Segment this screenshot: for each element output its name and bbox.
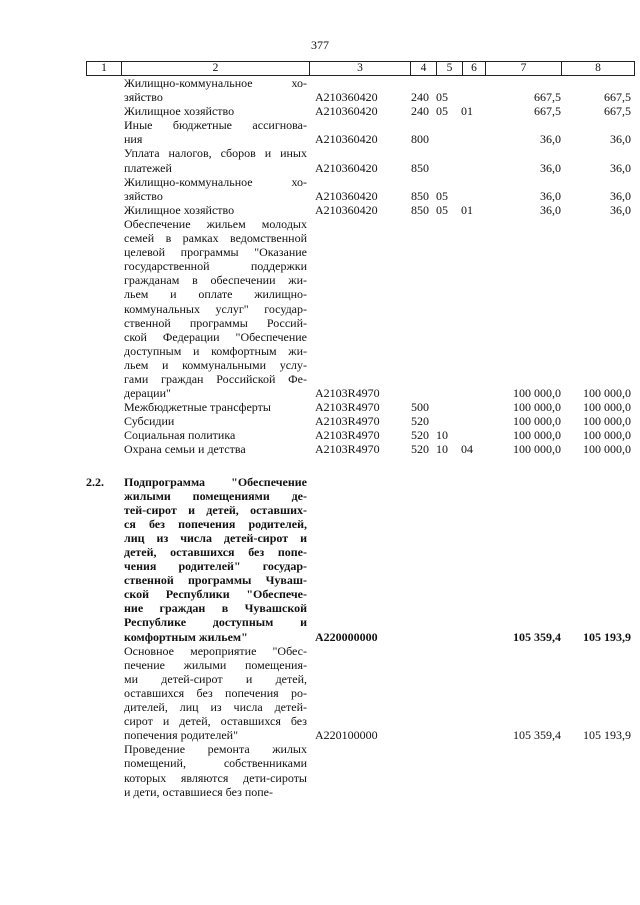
row-description xyxy=(120,104,307,118)
column-header-7: 7 xyxy=(486,62,562,76)
description-line: Межбюджетные трансферты xyxy=(124,400,271,415)
description-line: ской Республики "Обеспече- xyxy=(124,587,307,602)
amount-year-2: 667,5 xyxy=(604,104,631,119)
description-line: Жилищное хозяйство xyxy=(124,202,235,217)
column-header-3: 3 xyxy=(310,62,411,76)
description-line: дителей, лиц из числа детей- xyxy=(124,700,307,715)
target-code: А210360420 xyxy=(315,104,378,119)
row-description xyxy=(120,175,307,203)
amount-year-1: 105 359,4 xyxy=(513,728,561,743)
amount-year-1: 36,0 xyxy=(540,132,561,147)
description-line: Социальная политика xyxy=(124,428,236,443)
amount-year-2: 100 000,0 xyxy=(583,400,631,415)
description-line: ми детей-сирот и детей, xyxy=(124,671,307,686)
description-line: зяйство xyxy=(124,90,163,105)
amount-year-2: 100 000,0 xyxy=(583,442,631,457)
table-row xyxy=(86,76,631,105)
description-line: попечения родителей" xyxy=(124,728,238,743)
section-code: 10 xyxy=(436,428,448,443)
description-line: Жилищно-коммунальное хо- xyxy=(124,76,307,90)
target-code: А220000000 xyxy=(315,629,378,644)
expense-type: 850 xyxy=(411,160,429,175)
amount-year-1: 100 000,0 xyxy=(513,400,561,415)
description-line: Субсидии xyxy=(124,414,175,429)
amount-year-2: 36,0 xyxy=(610,188,631,203)
description-line: Жилищное хозяйство xyxy=(124,104,235,119)
table-row xyxy=(86,146,631,175)
amount-year-2: 100 000,0 xyxy=(583,386,631,401)
description-line: гражданам в обеспечении жи- xyxy=(124,273,307,288)
description-line: коммунальных услуг" государ- xyxy=(124,301,307,316)
description-line: тей-сирот и детей, оставших- xyxy=(124,502,307,517)
target-code: А2103R4970 xyxy=(315,414,380,429)
subsection-code: 01 xyxy=(461,104,473,119)
row-description xyxy=(120,76,307,104)
table-row xyxy=(86,742,616,798)
row-description xyxy=(120,428,307,442)
row-description xyxy=(120,644,307,743)
description-line: государственной поддержки xyxy=(124,259,307,274)
description-line: Жилищно-коммунальное хо- xyxy=(124,174,307,189)
description-line: детей, оставшихся без попе- xyxy=(124,545,307,559)
section-code: 05 xyxy=(436,104,448,119)
section-code: 05 xyxy=(436,90,448,105)
target-code: А2103R4970 xyxy=(315,428,380,443)
table-row xyxy=(86,202,631,217)
description-line: Уплата налогов, сборов и иных xyxy=(124,146,307,161)
description-line: ской Федерации "Обеспечение xyxy=(124,329,307,344)
row-description xyxy=(120,742,307,798)
amount-year-2: 36,0 xyxy=(610,160,631,175)
amount-year-2: 100 000,0 xyxy=(583,414,631,429)
amount-year-1: 100 000,0 xyxy=(513,386,561,401)
section-code: 10 xyxy=(436,442,448,457)
description-line: печение жилыми помещения- xyxy=(124,657,307,672)
amount-year-2: 105 193,9 xyxy=(583,629,631,644)
description-line: которых являются дети-сироты xyxy=(124,770,307,785)
description-line: Республике доступным и xyxy=(124,615,307,630)
description-line: Охрана семьи и детства xyxy=(124,442,246,457)
description-line: зяйство xyxy=(124,188,163,203)
expense-type: 850 xyxy=(411,202,429,217)
subsection-code: 04 xyxy=(461,442,473,457)
amount-year-2: 36,0 xyxy=(610,132,631,147)
expense-type: 800 xyxy=(411,132,429,147)
description-line: семей в рамках ведомственной xyxy=(124,231,307,246)
description-line: дерации" xyxy=(124,386,171,401)
expense-type: 850 xyxy=(411,188,429,203)
amount-year-2: 100 000,0 xyxy=(583,428,631,443)
description-line: лиц из числа детей-сирот и xyxy=(124,530,307,545)
description-line: ние граждан в Чувашской xyxy=(124,601,307,616)
row-number: 2.2. xyxy=(86,474,104,489)
section-code: 05 xyxy=(436,188,448,203)
target-code: А2103R4970 xyxy=(315,442,380,457)
subsection-code: 01 xyxy=(461,202,473,217)
table-row xyxy=(86,216,631,401)
table-row xyxy=(86,174,631,203)
description-line: чения родителей" государ- xyxy=(124,559,307,574)
description-line: гами граждан Российской Фе- xyxy=(124,371,307,386)
target-code: А220100000 xyxy=(315,728,378,743)
column-header-table xyxy=(86,61,635,76)
description-line: Основное мероприятие "Обес- xyxy=(124,643,307,658)
column-header-5: 5 xyxy=(437,62,463,76)
amount-year-1: 100 000,0 xyxy=(513,428,561,443)
description-line: платежей xyxy=(124,160,172,175)
column-header-2: 2 xyxy=(122,62,310,76)
column-header-4: 4 xyxy=(411,62,437,76)
amount-year-1: 36,0 xyxy=(540,160,561,175)
row-description xyxy=(120,217,307,400)
amount-year-2: 667,5 xyxy=(604,90,631,105)
description-line: ния xyxy=(124,132,143,147)
target-code: А210360420 xyxy=(315,188,378,203)
description-line: ственной программы Чуваш- xyxy=(124,573,307,588)
table-row xyxy=(86,643,631,743)
table-row xyxy=(86,474,631,644)
target-code: А210360420 xyxy=(315,160,378,175)
table-row xyxy=(86,414,631,429)
amount-year-1: 100 000,0 xyxy=(513,414,561,429)
amount-year-1: 36,0 xyxy=(540,202,561,217)
description-line: комфортным жильем" xyxy=(124,629,248,644)
table-row xyxy=(86,442,631,457)
column-header-6: 6 xyxy=(463,62,486,76)
row-description xyxy=(120,475,307,644)
amount-year-2: 36,0 xyxy=(610,202,631,217)
description-line: сирот и детей, оставшихся без xyxy=(124,714,307,729)
description-line: Проведение ремонта жилых xyxy=(124,742,307,757)
column-header-8: 8 xyxy=(562,62,635,76)
table-row xyxy=(86,400,631,415)
description-line: помещений, собственниками xyxy=(124,756,307,771)
budget-table-body xyxy=(86,76,631,799)
column-header-1: 1 xyxy=(87,62,122,76)
row-description xyxy=(120,118,307,146)
row-description xyxy=(120,146,307,174)
description-line: Обеспечение жильем молодых xyxy=(124,216,307,231)
target-code: А2103R4970 xyxy=(315,400,380,415)
target-code: А2103R4970 xyxy=(315,386,380,401)
amount-year-1: 105 359,4 xyxy=(513,629,561,644)
amount-year-1: 36,0 xyxy=(540,188,561,203)
description-line: льем и оплате жилищно- xyxy=(124,287,307,302)
row-description xyxy=(120,414,307,428)
description-line: доступным и комфортным жи- xyxy=(124,343,307,358)
description-line: ственной программы Россий- xyxy=(124,315,307,330)
row-description xyxy=(120,400,307,414)
section-code: 05 xyxy=(436,202,448,217)
description-line: Иные бюджетные ассигнова- xyxy=(124,118,307,133)
expense-type: 520 xyxy=(411,414,429,429)
row-description xyxy=(120,442,307,456)
expense-type: 240 xyxy=(411,90,429,105)
amount-year-1: 667,5 xyxy=(534,90,561,105)
expense-type: 240 xyxy=(411,104,429,119)
table-row xyxy=(86,118,631,147)
description-line: и дети, оставшиеся без попе- xyxy=(124,784,273,799)
expense-type: 500 xyxy=(411,400,429,415)
description-line: ся без попечения родителей, xyxy=(124,516,307,531)
description-line: Подпрограмма "Обеспечение xyxy=(124,474,307,489)
target-code: А210360420 xyxy=(315,132,378,147)
expense-type: 520 xyxy=(411,442,429,457)
description-line: льем и коммунальными услу- xyxy=(124,357,307,372)
table-row xyxy=(86,104,631,119)
description-line: оставшихся без попечения ро- xyxy=(124,685,307,700)
description-line: целевой программы "Оказание xyxy=(124,245,307,260)
description-line: жилыми помещениями де- xyxy=(124,488,307,503)
row-description xyxy=(120,203,307,217)
amount-year-1: 667,5 xyxy=(534,104,561,119)
amount-year-1: 100 000,0 xyxy=(513,442,561,457)
expense-type: 520 xyxy=(411,428,429,443)
amount-year-2: 105 193,9 xyxy=(583,728,631,743)
table-row xyxy=(86,428,631,443)
page-number: 377 xyxy=(311,38,329,52)
target-code: А210360420 xyxy=(315,90,378,105)
target-code: А210360420 xyxy=(315,202,378,217)
